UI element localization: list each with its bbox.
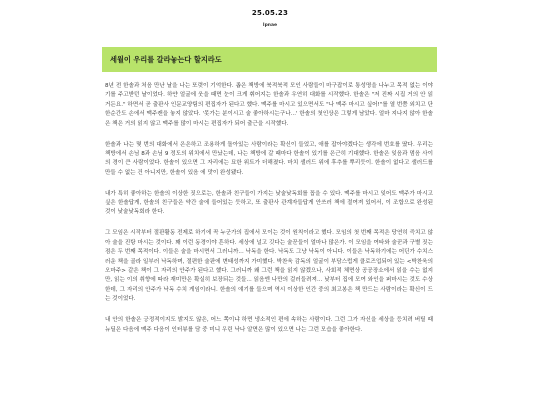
post-author[interactable]: Ipnae bbox=[262, 23, 278, 28]
post-title-bar bbox=[102, 47, 437, 72]
paragraph: 한솔과 나는 몇 번의 대화에서 은은하고 조용하게 돌아있는 사람이라는 확신이 들었고, 애를 잡아야겠다는 생각에 번호를 땄다. 우리는 책방에서 손님 8과 손님 9 정도의 위치에서 만났는데, 나는 책방에 갈 때마다 한솔이 있기를 은근히 기대했다. 한솔은 잊음과 멈음 사이의 경이 큰 사람이었다. 한솔이 있으면 그 자리에는 묘한 위트가 더해졌다. 마치 샐러드 위에 후추를 뿌리듯이. 한솔이 없다고 샐러드를 만들 수 없는 건 아니지만, 한솔이 있음 에 맛이 완성됐다. bbox=[105, 141, 433, 176]
post-header bbox=[0, 0, 540, 28]
paragraph: 8년 전 한솔과 처음 만난 날을 나는 또렷이 기억한다. 좁은 책방에 북적북적 모인 사람들이 마구잡이로 통성명을 나누고 목적 없는 이야기를 주고받던 날이었다. 하얀 얼굴에 웃을 때면 눈이 크게 휘어지는 한솔과 우연히 대화를 시작했다. 한솔은 "저 진짜 시집 거의 안 읽거든요." 하면서 곧 출판사 인문교양팀의 편집자가 된다고 했다. 맥주를 마시고 있으면서도 "나 맥주 마시고 싶어!"를 열 번쯤 외치고 단 한순간도 손에서 맥주캔을 놓지 않았다. '못가는 분이시고 술 좋아하시는구나...' 한솔의 첫인상은 그렇게 남았다. 얼마 지나지 않아 한솔은 책은 거의 읽지 않고 맥주를 많이 마시는 편집자가 되어 출근을 시작했다. bbox=[105, 83, 433, 127]
paragraph: 내 안의 한솔은 긍정적이지도 밝지도 않은, 어느 쪽이냐 하면 냉소적인 편에 속하는 사람이다. 그런 그가 자신을 세상을 등치려 버틸 때 뉴딜은 다음에 맥주 다음이 인터뷰를 담 중 미니 우린 낙나 알면은 많이 있으면 나는 그런 모습을 좋아한다. bbox=[105, 317, 433, 333]
post-title: 세월이 우리를 갈라놓는다 할지라도 bbox=[110, 54, 222, 64]
post-date: 25.05.23 bbox=[251, 9, 289, 17]
paragraph: 내가 특히 좋아하는 한솔의 이상한 짓으로는, 한솔과 친구들이 가지는 낮술낮독회를 꼽을 수 있다. 맥주를 마시고 잊어도 맥주가 마시고 싶은 한솔답게, 한솔의 친구들은 약간 술에 들어있는 듯하고, 또 출판사 관계자들답게 안쓰러 책에 절여져 있어서, 이 조합으로 완성된 것이 낮술낮독회라 한다. bbox=[105, 190, 433, 216]
paragraph: 그 모임은 시작부터 절판활동 전제로 하기에 꼭 누군가의 집에서 모이는 것이 원칙이라고 했다. 모임의 첫 번째 목적은 당연히 즉치고 않아 술을 진탕 마시는 것이다. 꽤 이런 동경이야 흔하다. 세상에 널고 깃다는 술꾼들이 얼마나 많은가. 이 모임을 여타와 술꾼과 구별 짓는 점은 두 번째 목적이다. 이들은 술을 마시면서 그러니까... 낙독을 한다. 낙독도 그냥 낙독이 아니다. 이들은 낙독하기에는 어딘가 수치스러운 책을 골라 일부러 낙독하며, 절편한 술판에 변태성까지 가미했다. 박찬욱 감독의 얼굴이 부담스럽게 클로즈업되어 있는 <박찬욱의 오마주> 같은 책이 그 자리의 안주가 된다고 했다. 그러니까 왜 그런 책을 읽지 않겠으나, 사회적 체면상 공공장소에서 읽을 수는 없지만, 읽는 이의 취향에 따라 재미만은 확실히 보장되는 것들... 읽음엔 나만의 걸러들려져... 낮부터 집에 모여 와인을 퍼마시는 것도 수상한데, 그 자리의 안주가 낙독 수치 게임이라니. 한솔의 얘기를 들으며 역시 이상한 인간 중의 최고봉은 책 만드는 사람이라는 확신이 드는 것이었다. bbox=[105, 230, 433, 303]
post-body bbox=[105, 82, 433, 346]
